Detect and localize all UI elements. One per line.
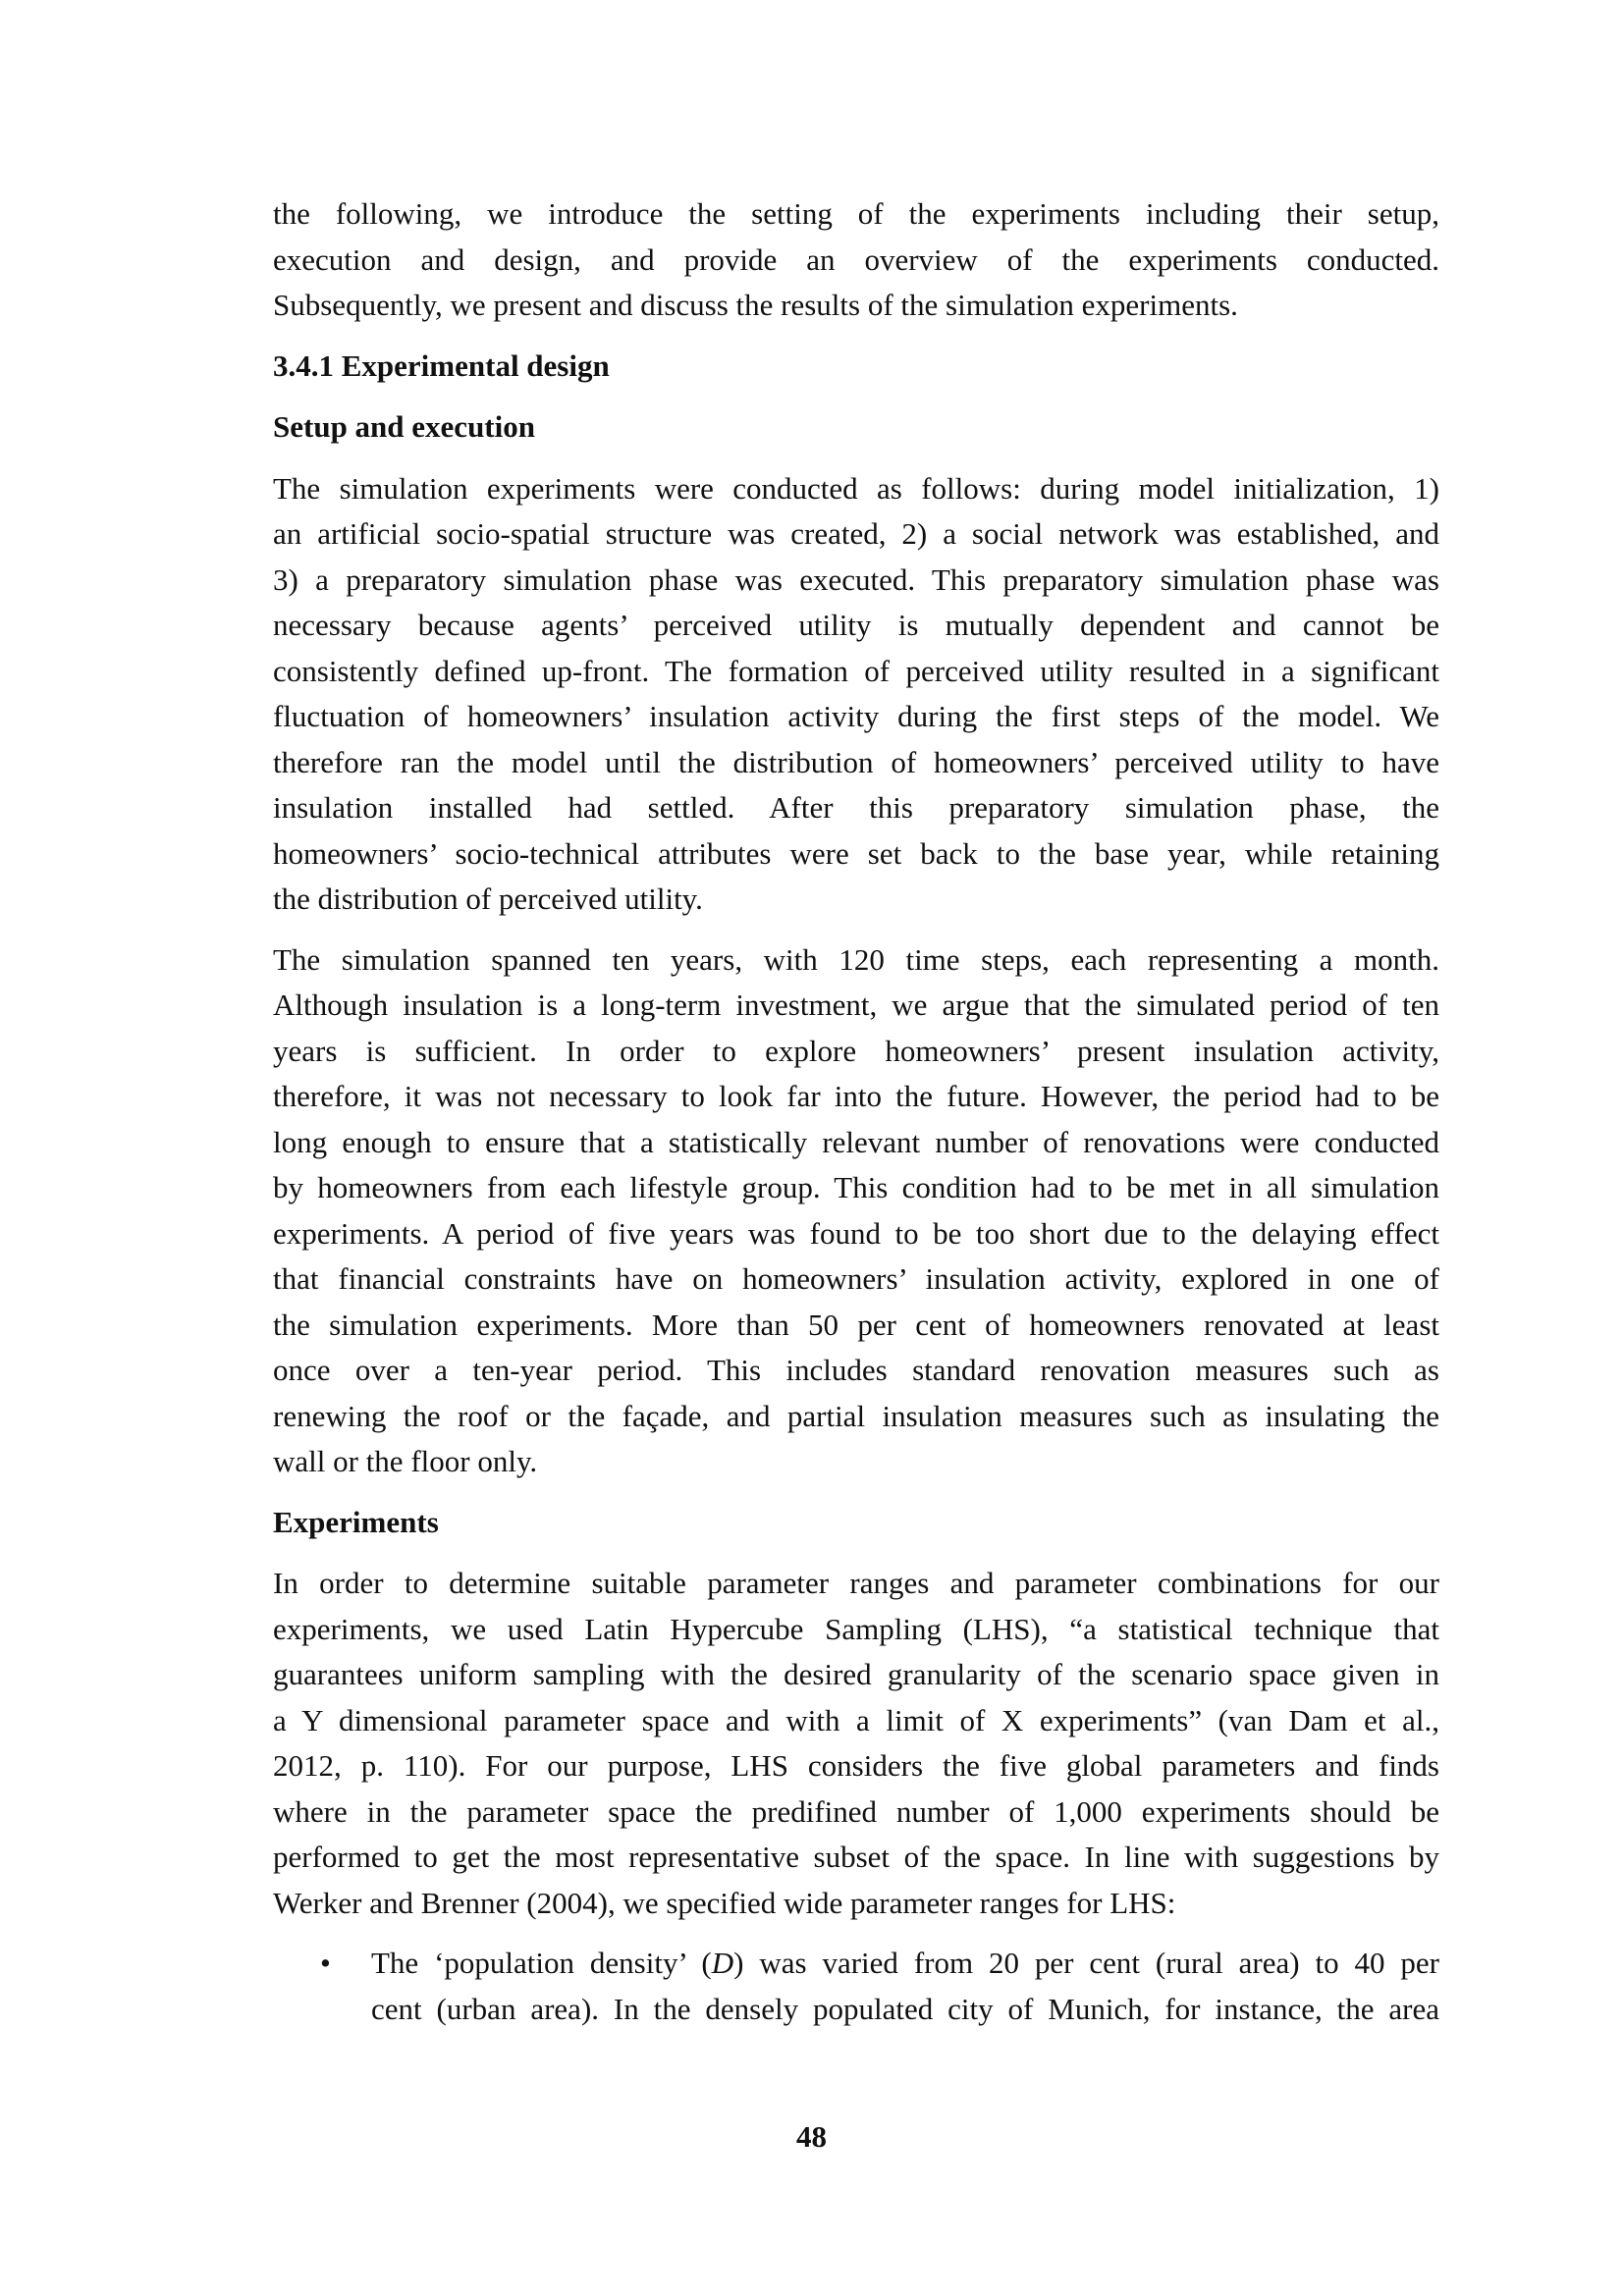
- text-line: that financial constraints have on homeowners’ insulation activity, explored in one of: [273, 1261, 1439, 1296]
- bullet-item-population-density: [273, 1941, 1439, 2032]
- text-line: Werker and Brenner (2004), we specified wide parameter ranges for LHS:: [273, 1885, 1176, 1920]
- text-line: [371, 1941, 1439, 1987]
- text-line: years is sufficient. In order to explore homeowners’ present insulation activity,: [273, 1033, 1439, 1068]
- text-line: 2012, p. 110). For our purpose, LHS considers the five global parameters and finds: [273, 1748, 1439, 1783]
- text-line: cent (urban area). In the densely populated city of Munich, for instance, the area: [371, 1991, 1439, 2026]
- text-line: the simulation experiments. More than 50 per cent of homeowners renovated at least: [273, 1307, 1439, 1342]
- text-span: ) was varied from 20 per cent (rural area) to 40 per: [733, 1946, 1439, 1980]
- text-line: Although insulation is a long-term investment, we argue that the simulated period of ten: [273, 988, 1439, 1022]
- text-line: The simulation spanned ten years, with 120 time steps, each representing a month.: [273, 941, 1439, 977]
- section-heading: 3.4.1 Experimental design: [273, 347, 610, 383]
- bullet-icon: •: [320, 1946, 331, 1980]
- text-line: insulation installed had settled. After this preparatory simulation phase, the: [273, 790, 1439, 825]
- text-line: the distribution of perceived utility.: [273, 881, 703, 916]
- subsection-heading-experiments: Experiments: [273, 1504, 439, 1539]
- page-body: [273, 191, 1439, 2032]
- text-line: by homeowners from each lifestyle group. This condition had to be met in all simulation: [273, 1170, 1439, 1204]
- text-line: performed to get the most representative subset of the space. In line with suggestions by: [273, 1840, 1439, 1874]
- intro-paragraph: [273, 191, 1439, 329]
- text-line: The simulation experiments were conducted as follows: during model initialization, 1): [273, 470, 1439, 506]
- text-line: the following, we introduce the setting of the experiments including their setup,: [273, 196, 1439, 231]
- text-line: experiments, we used Latin Hypercube Sampling (LHS), “a statistical technique that: [273, 1611, 1439, 1646]
- text-line: experiments. A period of five years was found to be too short due to the delaying effect: [273, 1215, 1439, 1251]
- text-span: The ‘population density’ (: [371, 1946, 712, 1980]
- text-line: therefore, it was not necessary to look far into the future. However, the period had to be: [273, 1079, 1439, 1113]
- text-line: homeowners’ socio-technical attributes were set back to the base year, while retaining: [273, 835, 1439, 871]
- text-line: Subsequently, we present and discuss the results of the simulation experiments.: [273, 288, 1238, 322]
- setup-paragraph-1: [273, 466, 1439, 923]
- text-line: guarantees uniform sampling with the desired granularity of the scenario space given in: [273, 1657, 1439, 1691]
- experiments-paragraph: [273, 1561, 1439, 1926]
- text-line: therefore ran the model until the distribution of homeowners’ perceived utility to have: [273, 744, 1439, 779]
- text-line: 3) a preparatory simulation phase was executed. This preparatory simulation phase was: [273, 561, 1439, 597]
- page-number: 48: [796, 2119, 827, 2154]
- text-line: once over a ten-year period. This includes standard renovation measures such as: [273, 1353, 1439, 1387]
- text-line: long enough to ensure that a statistically relevant number of renovations were conducted: [273, 1124, 1439, 1159]
- text-line: where in the parameter space the predifined number of 1,000 experiments should be: [273, 1793, 1439, 1829]
- text-line: fluctuation of homeowners’ insulation activity during the first steps of the model. We: [273, 699, 1439, 733]
- text-line: necessary because agents’ perceived utility is mutually dependent and cannot be: [273, 608, 1439, 642]
- text-line: consistently defined up-front. The formation of perceived utility resulted in a significant: [273, 653, 1439, 688]
- text-line: wall or the floor only.: [273, 1444, 538, 1478]
- variable-D: D: [711, 1946, 734, 1980]
- text-line: execution and design, and provide an overview of the experiments conducted.: [273, 241, 1439, 277]
- text-line: a Y dimensional parameter space and with a limit of X experiments” (van Dam et al.,: [273, 1702, 1439, 1737]
- text-line: renewing the roof or the façade, and partial insulation measures such as insulating the: [273, 1398, 1439, 1433]
- text-line: In order to determine suitable parameter ranges and parameter combinations for our: [273, 1566, 1439, 1600]
- text-line: an artificial socio-spatial structure was created, 2) a social network was established, and: [273, 516, 1439, 551]
- setup-paragraph-2: [273, 937, 1439, 1485]
- subsection-heading-setup: Setup and execution: [273, 409, 535, 444]
